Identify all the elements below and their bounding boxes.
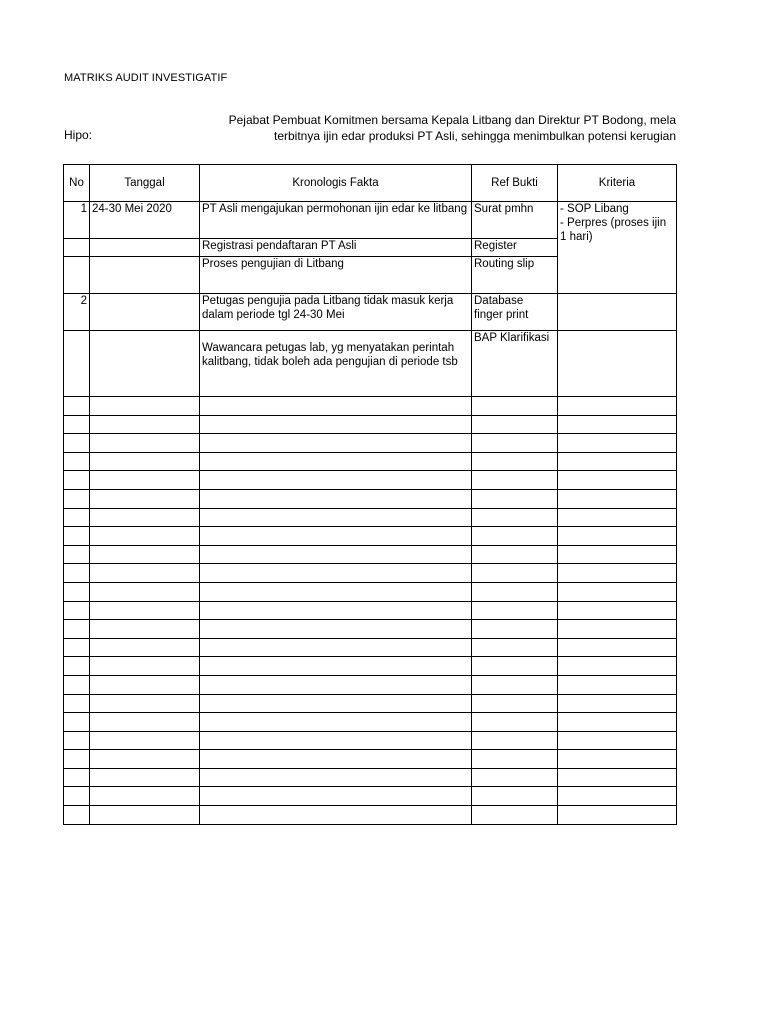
empty-cell [558,806,677,825]
empty-cell [64,582,90,601]
empty-cell [64,768,90,787]
table-row [64,202,677,239]
empty-cell [200,694,472,713]
empty-cell [558,415,677,434]
empty-cell [64,657,90,676]
table-row-empty [64,471,677,490]
cell-ref: Register [472,239,558,257]
empty-cell [472,527,558,546]
cell-no: 1 [64,202,90,239]
cell-date: 24-30 Mei 2020 [90,202,200,239]
table-header-row [64,165,677,202]
table-row [64,331,677,397]
empty-cell [64,731,90,750]
empty-cell [90,787,200,806]
empty-cell [558,582,677,601]
table-row-empty [64,806,677,825]
empty-cell [472,471,558,490]
cell-criteria [558,331,677,397]
empty-cell [558,489,677,508]
empty-cell [558,397,677,416]
empty-cell [90,657,200,676]
empty-cell [64,397,90,416]
empty-cell [472,415,558,434]
empty-cell [472,601,558,620]
empty-cell [90,564,200,583]
empty-cell [472,657,558,676]
empty-cell [558,434,677,453]
table-row-empty [64,713,677,732]
table-row-empty [64,787,677,806]
empty-cell [472,675,558,694]
empty-cell [558,675,677,694]
cell-criteria [558,294,677,331]
empty-cell [90,731,200,750]
empty-cell [90,452,200,471]
empty-cell [472,731,558,750]
empty-cell [472,768,558,787]
empty-cell [200,527,472,546]
empty-cell [200,601,472,620]
header-no: No [64,165,90,202]
empty-cell [472,806,558,825]
empty-cell [90,768,200,787]
table-row-empty [64,731,677,750]
empty-cell [90,694,200,713]
empty-cell [64,787,90,806]
empty-cell [200,620,472,639]
empty-cell [558,508,677,527]
empty-cell [200,564,472,583]
empty-cell [64,434,90,453]
empty-cell [64,527,90,546]
empty-cell [558,713,677,732]
empty-cell [90,471,200,490]
empty-cell [200,508,472,527]
table-row-empty [64,415,677,434]
empty-cell [472,397,558,416]
empty-cell [200,713,472,732]
table-row [64,294,677,331]
empty-cell [64,471,90,490]
empty-cell [558,601,677,620]
hypothesis-text [200,112,676,144]
cell-fact: Petugas pengujia pada Litbang tidak masuk kerja dalam periode tgl 24-30 Mei [200,294,472,331]
table-row-empty [64,675,677,694]
empty-cell [64,508,90,527]
empty-cell [200,806,472,825]
empty-cell [472,713,558,732]
header-criteria: Kriteria [558,165,677,202]
cell-no [64,257,90,294]
table-row-empty [64,694,677,713]
cell-date [90,239,200,257]
empty-cell [558,564,677,583]
hypothesis-label: Hipo: [64,128,93,142]
empty-cell [472,508,558,527]
cell-date [90,257,200,294]
empty-cell [200,657,472,676]
empty-cell [558,768,677,787]
table-row-empty [64,397,677,416]
header-date: Tanggal [90,165,200,202]
empty-cell [472,787,558,806]
cell-criteria: - SOP Libang - Perpres (proses ijin 1 hari) [558,202,677,294]
empty-cell [200,787,472,806]
header-chronology: Kronologis Fakta [200,165,472,202]
table-row-empty [64,545,677,564]
table-row-empty [64,620,677,639]
empty-cell [90,582,200,601]
empty-cell [472,582,558,601]
empty-cell [472,750,558,769]
empty-cell [64,675,90,694]
empty-cell [200,582,472,601]
empty-cell [200,638,472,657]
empty-cell [64,489,90,508]
empty-cell [558,527,677,546]
empty-cell [64,452,90,471]
cell-ref: Routing slip [472,257,558,294]
empty-cell [472,434,558,453]
empty-cell [200,415,472,434]
empty-cell [64,415,90,434]
cell-date [90,331,200,397]
empty-cell [200,489,472,508]
empty-cell [90,620,200,639]
cell-fact: Registrasi pendaftaran PT Asli [200,239,472,257]
table-row-empty [64,508,677,527]
empty-cell [90,415,200,434]
empty-cell [64,694,90,713]
cell-fact: PT Asli mengajukan permohonan ijin edar ke litbang [200,202,472,239]
empty-cell [90,675,200,694]
empty-cell [90,397,200,416]
empty-cell [558,638,677,657]
empty-cell [90,434,200,453]
table-row-empty [64,489,677,508]
header-evidence-ref: Ref Bukti [472,165,558,202]
empty-cell [64,806,90,825]
empty-cell [558,471,677,490]
audit-matrix-table [63,164,677,825]
cell-fact: Proses pengujian di Litbang [200,257,472,294]
empty-cell [472,489,558,508]
empty-cell [64,545,90,564]
empty-cell [90,545,200,564]
empty-cell [472,452,558,471]
empty-cell [558,452,677,471]
empty-cell [90,489,200,508]
hypothesis-line-2: terbitnya ijin edar produksi PT Asli, sehingga menimbulkan potensi kerugian [273,129,676,143]
table-row-empty [64,527,677,546]
empty-cell [472,545,558,564]
empty-cell [200,731,472,750]
empty-cell [90,527,200,546]
cell-ref: Surat pmhn [472,202,558,239]
empty-cell [472,694,558,713]
empty-cell [200,471,472,490]
table-row-empty [64,638,677,657]
empty-cell [558,787,677,806]
table-row-empty [64,582,677,601]
empty-cell [558,750,677,769]
cell-date [90,294,200,331]
empty-cell [200,750,472,769]
empty-cell [558,620,677,639]
document-title: MATRIKS AUDIT INVESTIGATIF [64,72,228,84]
empty-cell [200,768,472,787]
cell-no [64,239,90,257]
empty-cell [200,452,472,471]
cell-no [64,331,90,397]
table-row-empty [64,657,677,676]
table-row-empty [64,564,677,583]
empty-cell [558,694,677,713]
cell-ref: Database finger print [472,294,558,331]
empty-cell [64,638,90,657]
table-row-empty [64,768,677,787]
hypothesis-line-1: Pejabat Pembuat Komitmen bersama Kepala Litbang dan Direktur PT Bodong, mela [228,113,676,127]
empty-cell [90,508,200,527]
table-row-empty [64,452,677,471]
empty-cell [558,657,677,676]
empty-cell [90,713,200,732]
empty-cell [90,601,200,620]
empty-cell [200,675,472,694]
table-row-empty [64,750,677,769]
table-row-empty [64,434,677,453]
empty-cell [200,545,472,564]
empty-cell [90,638,200,657]
empty-cell [200,434,472,453]
empty-cell [64,620,90,639]
empty-cell [90,806,200,825]
empty-cell [64,750,90,769]
table-row-empty [64,601,677,620]
empty-cell [64,601,90,620]
empty-cell [472,638,558,657]
empty-cell [200,397,472,416]
empty-cell [472,620,558,639]
cell-ref: BAP Klarifikasi [472,331,558,397]
empty-cell [472,564,558,583]
empty-cell [64,713,90,732]
cell-fact: Wawancara petugas lab, yg menyatakan perintah kalitbang, tidak boleh ada pengujian di periode tsb [200,331,472,397]
empty-cell [64,564,90,583]
cell-no: 2 [64,294,90,331]
empty-cell [90,750,200,769]
empty-cell [558,545,677,564]
empty-cell [558,731,677,750]
